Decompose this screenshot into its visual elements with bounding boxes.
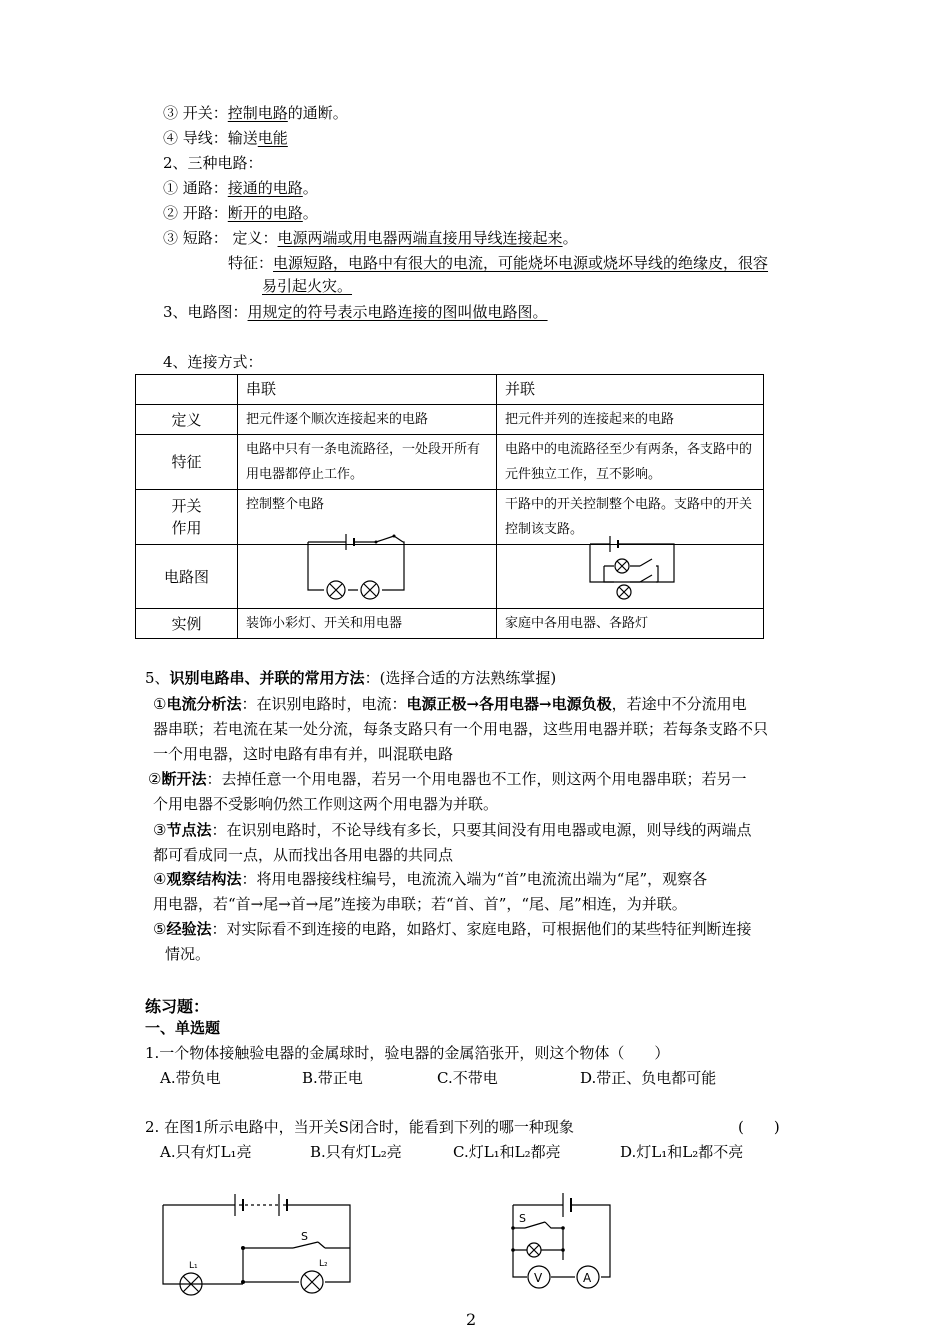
method-3-line-1: [153, 820, 751, 840]
series-cell: 装饰小彩灯、开关和用电器: [238, 609, 497, 639]
short-feature-line-2: [262, 276, 352, 296]
page-number: 2: [466, 1310, 477, 1329]
row-label: 电路图: [136, 545, 238, 609]
method-5-name: 经验法: [166, 920, 212, 938]
open-rest: 。: [302, 204, 318, 222]
open-prefix: ② 开路：: [163, 204, 228, 222]
branch-switch-blade: [640, 575, 652, 582]
method-2-name: 断开法: [161, 770, 207, 788]
wire-line: [163, 128, 288, 148]
method-3-line-2: 都可看成同一点，从而找出各用电器的共同点: [153, 846, 454, 864]
wire-prefix: ④ 导线：输送: [163, 129, 258, 147]
fig1-label-l1: L₁: [189, 1261, 198, 1271]
row-label: 实例: [136, 609, 238, 639]
fig2-label-v: V: [534, 1271, 543, 1285]
question-2: 2. 在图1所示电路中，当开关S闭合时，能看到下列的哪一种现象: [145, 1118, 574, 1136]
method-2-line-1: [148, 769, 746, 789]
method-1-number: ①: [153, 695, 167, 713]
closed-prefix: ① 通路：: [163, 179, 228, 197]
fig1-label-l2: L₂: [319, 1259, 328, 1269]
method-2-number: ②: [148, 770, 162, 788]
feature-prefix: 特征：: [228, 254, 274, 272]
parallel-main-wires: [590, 544, 674, 582]
method-3-number: ③: [153, 821, 167, 839]
fig2-switch-blade: [525, 1222, 545, 1228]
header-series: 串联: [238, 375, 497, 405]
question-1: 1.一个物体接触验电器的金属球时，验电器的金属箔张开，则这个物体（ ）: [145, 1044, 670, 1062]
parallel-cell: 电路中的电流路径至少有两条，各支路中的元件独立工作，互不影响。: [497, 435, 764, 490]
question-2-bracket: ( ): [738, 1118, 780, 1136]
methods-title-prefix: 5、: [145, 669, 170, 687]
q1-option-c: C.不带电: [437, 1069, 498, 1087]
series-cell: 控制整个电路: [238, 490, 497, 545]
switch-underlined: 控制电路: [227, 104, 288, 122]
table-row: [136, 435, 764, 490]
parallel-cell: 把元件并列的连接起来的电路: [497, 405, 764, 435]
method-5-line-1: [153, 919, 751, 939]
method-1-line-1: [153, 694, 747, 714]
header-blank-cell: [136, 375, 238, 405]
fig1-outer-wires: [163, 1205, 350, 1296]
method-5-line-2: 情况。: [165, 945, 211, 963]
feature-underlined-1: 电源短路，电路中有很大的电流，可能烧坏电源或烧坏导线的绝缘皮，很容: [273, 254, 769, 272]
method-1-line-2: 器串联；若电流在某一处分流，每条支路只有一个用电器，这些用电器并联；若每条支路不只: [153, 720, 769, 738]
q2-option-d: D.灯L₁和L₂都不亮: [620, 1143, 744, 1161]
method-5-text: ：对实际看不到连接的电路，如路灯、家庭电路，可根据他们的某些特征判断连接: [211, 920, 752, 938]
q1-option-d: D.带正、负电都可能: [580, 1069, 717, 1087]
method-1-line-3: 一个用电器，这时电路有串有并，叫混联电路: [153, 745, 454, 763]
method-1-text-c: ，若途中不分流用电: [611, 695, 747, 713]
open-circuit-line: [163, 203, 318, 223]
three-circuits-heading: 2、三种电路：: [163, 154, 263, 172]
parallel-cell: 家庭中各用电器、各路灯: [497, 609, 764, 639]
diagram-prefix: 3、电路图：: [163, 303, 248, 321]
diagram-underlined: 用规定的符号表示电路连接的图叫做电路图。: [247, 303, 548, 321]
method-3-name: 节点法: [166, 821, 212, 839]
method-5-number: ⑤: [153, 920, 167, 938]
method-1-name: 电流分析法: [166, 695, 242, 713]
series-cell: 把元件逐个顺次连接起来的电路: [238, 405, 497, 435]
method-3-text: ：在识别电路时，不论导线有多长，只要其间没有用电器或电源，则导线的两端点: [211, 821, 752, 839]
row-label: 定义: [136, 405, 238, 435]
short-underlined: 电源两端或用电器两端直接用导线连接起来: [277, 229, 563, 247]
switch-line: [163, 103, 348, 123]
fig2-outer-wires: [513, 1205, 610, 1277]
closed-circuit-line: [163, 178, 318, 198]
method-4-line-2: 用电器，若“首→尾→首→尾”连接为串联；若“首、首”，“尾、尾”相连，为并联。: [153, 895, 687, 913]
exercise-title: 练习题：: [145, 997, 210, 1016]
series-cell: 电路中只有一条电流路径，一处段开所有用电器都停止工作。: [238, 435, 497, 490]
parallel-circuit-diagram: [586, 530, 682, 602]
switch-prefix: ③ 开关：: [163, 104, 228, 122]
row-label: 开关作用: [136, 490, 238, 545]
method-1-path: 电源正极→各用电器→电源负极: [406, 695, 612, 713]
exercise-section: 一、单选题: [145, 1019, 221, 1037]
method-4-number: ④: [153, 870, 167, 888]
fig1-switch-branch: [243, 1242, 350, 1282]
open-underlined: 断开的电路: [227, 204, 303, 222]
table-header-row: [136, 375, 764, 405]
methods-title-bold: 识别电路串、并联的常用方法: [169, 669, 365, 687]
header-parallel: 并联: [497, 375, 764, 405]
method-4-line-1: [153, 869, 707, 889]
connect-title: 4、连接方式：: [163, 353, 263, 371]
series-wires: [308, 536, 404, 590]
figure-1-circuit: [155, 1188, 360, 1298]
methods-title-rest: ：(选择合适的方法熟练掌握): [364, 669, 557, 687]
closed-rest: 。: [302, 179, 318, 197]
table-row: [136, 609, 764, 639]
parallel-cell: 干路中的开关控制整个电路。支路中的开关控制该支路。: [497, 490, 764, 545]
switch-rest: 的通断。: [287, 104, 348, 122]
q2-option-a: A.只有灯L₁亮: [160, 1143, 252, 1161]
branch-1-wires: [604, 566, 658, 582]
q1-option-b: B.带正电: [302, 1069, 363, 1087]
wire-underlined: 电能: [257, 129, 288, 147]
series-circuit-diagram: [300, 528, 410, 600]
fig2-label-s: S: [519, 1212, 526, 1225]
short-rest: 。: [562, 229, 578, 247]
circuit-diagram-line: [163, 302, 548, 322]
q2-option-b: B.只有灯L₂亮: [310, 1143, 402, 1161]
method-4-text: ：将用电器接线柱编号，电流流入端为“首”电流流出端为“尾”，观察各: [241, 870, 708, 888]
branch-switch-blade: [640, 559, 652, 566]
switch-blade: [376, 536, 394, 542]
method-4-name: 观察结构法: [166, 870, 242, 888]
short-prefix: ③ 短路： 定义：: [163, 229, 278, 247]
short-circuit-line: [163, 228, 578, 248]
table-row: [136, 405, 764, 435]
fig2-label-a: A: [583, 1271, 592, 1285]
method-2-text: ：去掉任意一个用电器，若另一个用电器也不工作，则这两个用电器串联；若另一: [206, 770, 747, 788]
method-2-line-2: 个用电器不受影响仍然工作则这两个用电器为并联。: [153, 795, 499, 813]
method-1-text-a: ：在识别电路时，电流：: [241, 695, 407, 713]
closed-underlined: 接通的电路: [227, 179, 303, 197]
fig1-label-s: S: [301, 1230, 308, 1243]
methods-title: [145, 668, 556, 688]
q2-option-c: C.灯L₁和L₂都亮: [453, 1143, 561, 1161]
short-feature-line: [228, 253, 768, 273]
q1-option-a: A.带负电: [160, 1069, 221, 1087]
row-label: 特征: [136, 435, 238, 490]
figure-2-circuit: [505, 1188, 617, 1293]
feature-underlined-2: 易引起火灾。: [262, 277, 353, 295]
